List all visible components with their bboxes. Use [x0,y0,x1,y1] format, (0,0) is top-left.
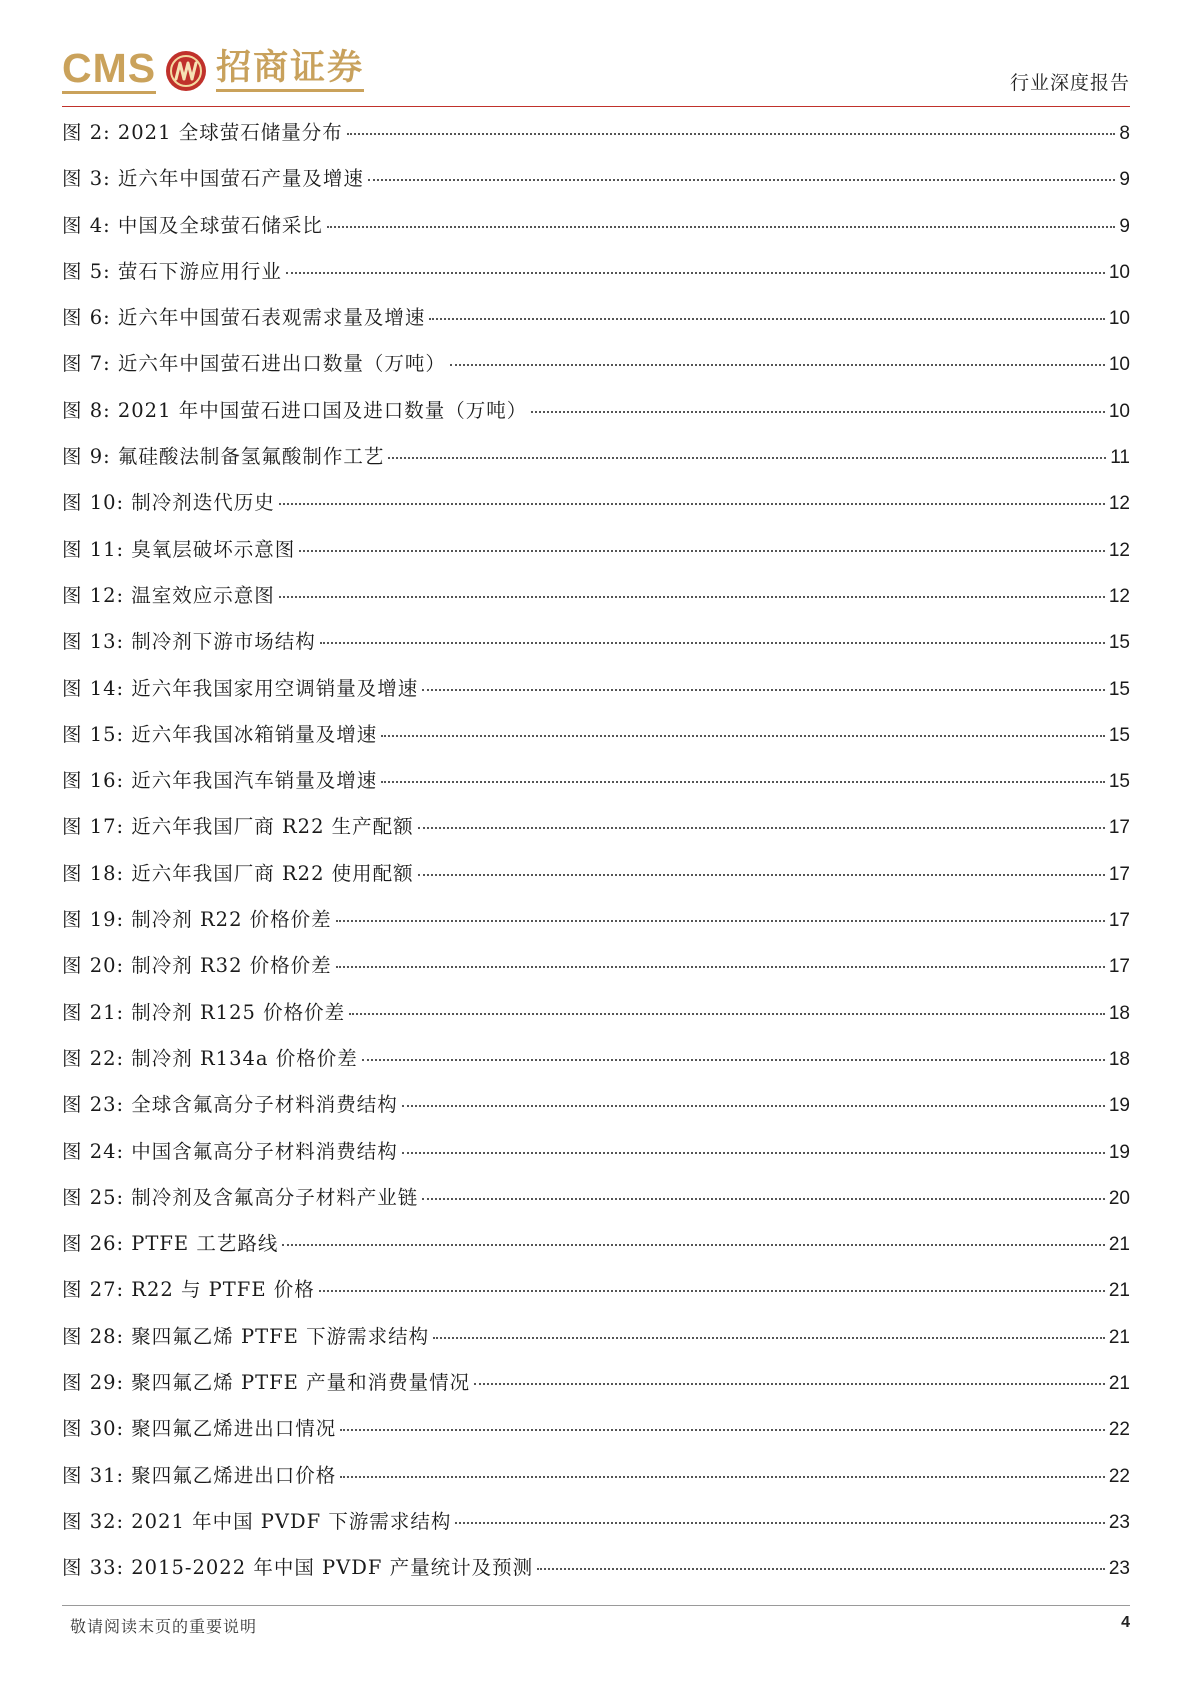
toc-dot-leader [336,966,1105,968]
toc-entry-title: 图 15: 近六年我国冰箱销量及增速 [62,722,378,746]
toc-entry-title: 图 29: 聚四氟乙烯 PTFE 产量和消费量情况 [62,1371,471,1395]
footer-disclaimer-note: 敬请阅读末页的重要说明 [70,1617,258,1636]
toc-dot-leader [433,1337,1105,1339]
toc-dot-leader [347,133,1116,135]
toc-dot-leader [455,1522,1104,1524]
toc-entry[interactable] [62,1093,1130,1139]
toc-entry-title: 图 16: 近六年我国汽车销量及增速 [62,769,378,793]
toc-entry[interactable] [62,260,1130,306]
toc-entry[interactable] [62,491,1130,537]
toc-entry-title: 图 13: 制冷剂下游市场结构 [62,630,316,654]
toc-dot-leader [336,920,1105,922]
toc-entry-page-number: 15 [1108,678,1130,700]
toc-entry-page-number: 8 [1119,123,1130,144]
toc-entry[interactable] [62,445,1130,491]
toc-dot-leader [368,179,1116,181]
toc-dot-leader [450,364,1105,366]
toc-entry-page-number: 21 [1108,1234,1130,1256]
toc-entry-page-number: 11 [1110,447,1130,469]
toc-dot-leader [422,1198,1105,1200]
toc-dot-leader [402,1105,1105,1107]
toc-entry[interactable] [62,1047,1130,1093]
toc-dot-leader [381,735,1105,737]
toc-entry[interactable] [62,954,1130,1000]
toc-entry-page-number: 19 [1108,1141,1130,1163]
toc-entry-title: 图 28: 聚四氟乙烯 PTFE 下游需求结构 [62,1324,430,1348]
toc-dot-leader [282,1244,1104,1246]
toc-dot-leader [418,827,1105,829]
toc-dot-leader [381,781,1105,783]
toc-entry-page-number: 17 [1108,910,1130,932]
toc-entry-page-number: 15 [1108,724,1130,746]
toc-dot-leader [418,874,1105,876]
toc-dot-leader [388,457,1106,459]
header-divider [62,106,1130,107]
toc-dot-leader [340,1429,1105,1431]
toc-entry[interactable] [62,399,1130,445]
toc-entry-page-number: 18 [1108,1002,1130,1024]
toc-entry-title: 图 32: 2021 年中国 PVDF 下游需求结构 [62,1509,452,1533]
toc-dot-leader [327,226,1116,228]
toc-entry-title: 图 2: 2021 全球萤石储量分布 [62,121,343,144]
toc-entry[interactable] [62,769,1130,815]
toc-entry[interactable] [62,908,1130,954]
toc-entry-page-number: 17 [1108,956,1130,978]
footer-divider [62,1605,1130,1606]
toc-entry-title: 图 8: 2021 年中国萤石进口国及进口数量（万吨） [62,398,528,422]
toc-entry[interactable] [62,677,1130,723]
toc-entry[interactable] [62,352,1130,398]
toc-dot-leader [279,503,1105,505]
logo-emblem-icon [164,49,208,93]
toc-entry-title: 图 7: 近六年中国萤石进出口数量（万吨） [62,352,446,376]
toc-entry-page-number: 21 [1108,1280,1130,1302]
toc-entry[interactable] [62,815,1130,861]
toc-dot-leader [537,1568,1105,1570]
page-number: 4 [1121,1614,1130,1631]
toc-entry-page-number: 12 [1108,585,1130,607]
toc-entry-page-number: 10 [1108,400,1130,422]
toc-dot-leader [402,1152,1105,1154]
toc-entry[interactable] [62,723,1130,769]
toc-entry-page-number: 10 [1108,308,1130,330]
toc-dot-leader [299,550,1105,552]
toc-entry[interactable] [62,1278,1130,1324]
toc-entry-page-number: 20 [1108,1187,1130,1209]
toc-entry[interactable] [62,630,1130,676]
toc-entry-title: 图 22: 制冷剂 R134a 价格价差 [62,1046,358,1070]
toc-dot-leader [279,596,1105,598]
toc-entry-title: 图 27: R22 与 PTFE 价格 [62,1278,315,1302]
toc-entry-page-number: 22 [1108,1465,1130,1487]
toc-entry-page-number: 23 [1108,1511,1130,1533]
toc-entry[interactable] [62,538,1130,584]
toc-entry-title: 图 18: 近六年我国厂商 R22 使用配额 [62,861,414,885]
toc-entry-page-number: 22 [1108,1419,1130,1441]
toc-entry-page-number: 19 [1108,1095,1130,1117]
toc-entry-page-number: 17 [1108,817,1130,839]
toc-entry[interactable] [62,1232,1130,1278]
figure-toc-list [62,121,1130,1603]
toc-dot-leader [349,1013,1105,1015]
toc-entry[interactable] [62,306,1130,352]
logo-latin-text: CMS [62,48,156,94]
toc-entry-page-number: 9 [1119,215,1130,237]
toc-entry[interactable] [62,1186,1130,1232]
toc-entry[interactable] [62,1325,1130,1371]
toc-entry-page-number: 17 [1108,863,1130,885]
toc-entry[interactable] [62,121,1130,167]
toc-entry[interactable] [62,1417,1130,1463]
toc-entry-title: 图 24: 中国含氟高分子材料消费结构 [62,1139,398,1163]
toc-entry[interactable] [62,214,1130,260]
toc-entry[interactable] [62,167,1130,213]
toc-entry[interactable] [62,1371,1130,1417]
toc-entry[interactable] [62,862,1130,908]
toc-dot-leader [320,642,1105,644]
toc-entry[interactable] [62,1464,1130,1510]
toc-entry-page-number: 21 [1108,1326,1130,1348]
toc-entry-title: 图 25: 制冷剂及含氟高分子材料产业链 [62,1185,419,1209]
toc-entry-page-number: 10 [1108,354,1130,376]
report-type-label: 行业深度报告 [1009,72,1130,94]
toc-entry-title: 图 11: 臭氧层破坏示意图 [62,537,296,561]
page-header [62,36,1130,106]
toc-dot-leader [474,1383,1105,1385]
toc-entry-title: 图 26: PTFE 工艺路线 [62,1232,279,1256]
toc-entry-title: 图 3: 近六年中国萤石产量及增速 [62,167,364,191]
toc-entry-title: 图 9: 氟硅酸法制备氢氟酸制作工艺 [62,445,385,469]
toc-entry-title: 图 21: 制冷剂 R125 价格价差 [62,1000,346,1024]
toc-entry-title: 图 23: 全球含氟高分子材料消费结构 [62,1093,398,1117]
toc-entry-page-number: 15 [1108,771,1130,793]
toc-entry-title: 图 14: 近六年我国家用空调销量及增速 [62,676,419,700]
toc-entry-title: 图 10: 制冷剂迭代历史 [62,491,275,515]
toc-entry-title: 图 4: 中国及全球萤石储采比 [62,213,323,237]
toc-dot-leader [340,1476,1105,1478]
logo-chinese-text: 招商证券 [216,50,364,92]
toc-entry[interactable] [62,1001,1130,1047]
toc-dot-leader [319,1290,1105,1292]
toc-dot-leader [429,318,1104,320]
toc-entry-page-number: 15 [1108,632,1130,654]
toc-entry-page-number: 10 [1108,261,1130,283]
toc-entry-title: 图 17: 近六年我国厂商 R22 生产配额 [62,815,414,839]
toc-entry-title: 图 31: 聚四氟乙烯进出口价格 [62,1463,337,1487]
toc-dot-leader [362,1059,1105,1061]
toc-entry[interactable] [62,1140,1130,1186]
toc-entry[interactable] [62,1510,1130,1556]
toc-entry[interactable] [62,584,1130,630]
toc-entry-title: 图 12: 温室效应示意图 [62,583,275,607]
toc-entry-title: 图 19: 制冷剂 R22 价格价差 [62,908,332,932]
toc-entry-title: 图 6: 近六年中国萤石表观需求量及增速 [62,306,426,330]
toc-entry-title: 图 20: 制冷剂 R32 价格价差 [62,954,332,978]
company-logo [62,42,364,100]
toc-dot-leader [531,411,1105,413]
toc-entry-page-number: 12 [1108,493,1130,515]
toc-entry[interactable] [62,1556,1130,1602]
toc-entry-title: 图 30: 聚四氟乙烯进出口情况 [62,1417,337,1441]
toc-entry-page-number: 23 [1108,1558,1130,1580]
toc-entry-page-number: 18 [1108,1048,1130,1070]
toc-entry-page-number: 21 [1108,1373,1130,1395]
toc-entry-title: 图 33: 2015-2022 年中国 PVDF 产量统计及预测 [62,1556,534,1580]
toc-entry-page-number: 9 [1119,169,1130,191]
toc-entry-page-number: 12 [1108,539,1130,561]
toc-entry-title: 图 5: 萤石下游应用行业 [62,259,282,283]
toc-dot-leader [422,689,1105,691]
toc-dot-leader [286,272,1105,274]
